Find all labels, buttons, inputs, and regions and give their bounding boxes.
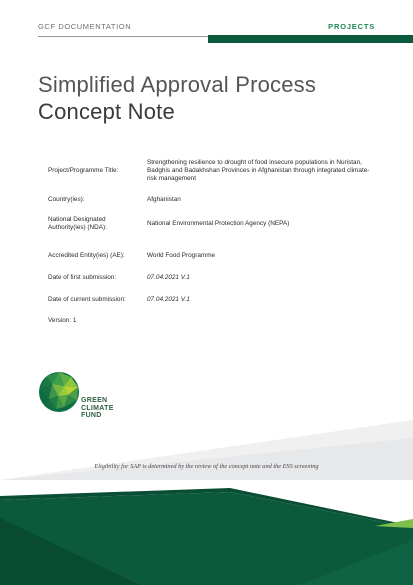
logo-line-green: GREEN [81, 397, 108, 404]
header-rule [38, 36, 208, 37]
field-value-country: Afghanistan [147, 196, 181, 203]
field-value-title: Strengthening resilience to drought of food insecure populations in Nuristan, Badghis and Badakhshan Provinces in Afghanistan through integrated climate-risk management [147, 159, 370, 182]
field-label-country: Country(ies): [48, 196, 85, 203]
logo-line-climate: CLIMATE [81, 404, 114, 412]
gcf-logo-wordmark [81, 397, 114, 420]
field-label-version: Version: 1 [48, 317, 77, 324]
page-subtitle: Concept Note [38, 99, 175, 124]
page-title: Simplified Approval Process [38, 72, 317, 97]
field-label-nda: National Designated Authority(ies) (NDA): [48, 216, 107, 231]
field-label-first-submission: Date of first submission: [48, 274, 117, 281]
footer-green-shapes [0, 470, 413, 585]
eligibility-note: Eligibility for SAP is determined by the review of the concept note and the ESS screening [94, 463, 319, 470]
field-value-ae: World Food Programme [147, 252, 216, 259]
header-projects-label[interactable]: PROJECTS [328, 22, 375, 31]
logo-line-fund: FUND [81, 412, 102, 419]
header-green-bar [208, 35, 413, 43]
header-doc-label: GCF DOCUMENTATION [38, 22, 132, 31]
field-value-current-submission: 07.04.2021 V.1 [147, 296, 190, 303]
field-value-nda: National Environmental Protection Agency (NEPA) [147, 220, 290, 227]
field-label-title: Project/Programme Title: [48, 167, 119, 174]
field-label-ae: Accredited Entity(ies) (AE): [48, 252, 125, 259]
gcf-globe-logo-icon [38, 371, 80, 413]
field-label-current-submission: Date of current submission: [48, 296, 126, 303]
field-value-first-submission: 07.04.2021 V.1 [147, 274, 190, 281]
